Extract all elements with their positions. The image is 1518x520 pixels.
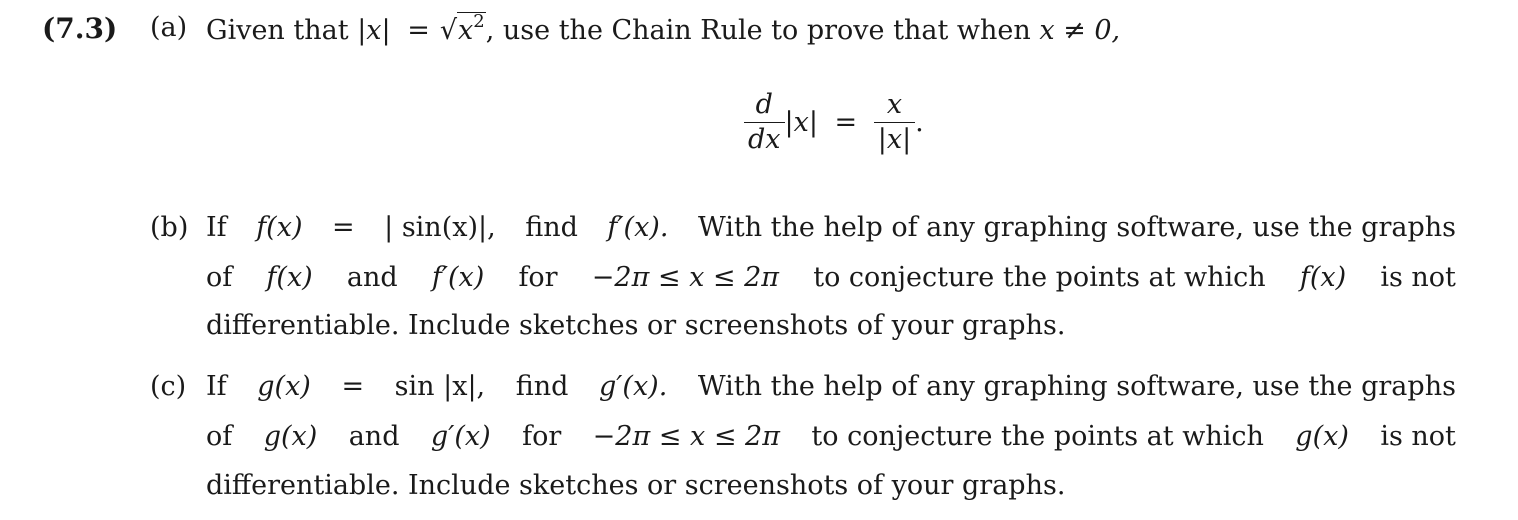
part-b-expression: | sin(x)|, [384, 212, 496, 243]
display-equals: = [834, 107, 858, 138]
part-a-text-after: , use the Chain Rule to prove that when [485, 15, 1031, 46]
part-c-of: of [206, 421, 233, 452]
part-b-equals: = [332, 212, 355, 243]
x-over-abs-x-fraction [874, 88, 915, 157]
part-c-derivative-ref: g′(x) [430, 421, 491, 452]
part-b-derivative: f′(x). [607, 212, 669, 243]
part-c-conjecture: to conjecture the points at which [811, 421, 1264, 452]
part-c-find: find [515, 371, 569, 402]
abs-x-denominator: |x| [874, 122, 915, 157]
dx-denominator: dx [744, 122, 785, 157]
part-b-line-1 [206, 212, 1456, 243]
x-squared-base: x [458, 15, 474, 46]
x-squared-exponent: 2 [473, 11, 485, 32]
d-numerator: d [755, 89, 773, 120]
sqrt-expression [438, 12, 486, 46]
part-c-line-1 [206, 371, 1456, 402]
display-equation [744, 88, 924, 157]
part-b-instruction: With the help of any graphing software, use the graphs [697, 212, 1456, 243]
part-b-func-ref-2: f(x) [1299, 262, 1347, 293]
d-dx-fraction [744, 88, 785, 157]
part-c-func-ref-2: g(x) [1295, 421, 1349, 452]
part-b-conjecture: to conjecture the points at which [813, 262, 1266, 293]
part-b-and: and [346, 262, 398, 293]
display-period: . [915, 107, 924, 138]
part-c-for: for [522, 421, 562, 452]
part-b-func: f(x) [256, 212, 303, 243]
display-abs-x: |x| [784, 107, 818, 138]
part-b-for: for [518, 262, 558, 293]
sqrt-sign: √ [439, 15, 458, 46]
part-c-func-ref: g(x) [263, 421, 318, 452]
part-c-func: g(x) [257, 371, 311, 402]
part-b-if: If [206, 212, 227, 243]
part-b-line-2 [206, 262, 1456, 293]
part-c-instruction: With the help of any graphing software, use the graphs [697, 371, 1456, 402]
part-a-abs-x: |x| [357, 15, 391, 46]
part-c-derivative: g′(x). [599, 371, 668, 402]
part-a-label: (a) [150, 12, 188, 43]
part-c-line-2 [206, 421, 1456, 452]
part-b-range: −2π ≤ x ≤ 2π [591, 262, 780, 293]
part-c-label: (c) [150, 371, 187, 402]
part-c-expression: sin |x|, [394, 371, 486, 402]
part-a-text-given: Given that [206, 15, 349, 46]
part-b-line-3: differentiable. Include sketches or screenshots of your graphs. [206, 310, 1066, 341]
part-c-is-not: is not [1380, 421, 1456, 452]
part-b-func-ref: f(x) [266, 262, 313, 293]
part-a-equals: = [407, 15, 430, 46]
part-c-range: −2π ≤ x ≤ 2π [592, 421, 780, 452]
part-c-if: If [206, 371, 227, 402]
x-numerator: x [886, 89, 903, 120]
part-b-of: of [206, 262, 233, 293]
part-a-statement [206, 12, 1120, 46]
part-b-is-not: is not [1380, 262, 1456, 293]
part-c-line-3: differentiable. Include sketches or screenshots of your graphs. [206, 470, 1066, 501]
part-a-condition: x ≠ 0, [1039, 15, 1121, 46]
part-c-equals: = [341, 371, 365, 402]
problem-number: (7.3) [42, 12, 118, 45]
part-b-find: find [525, 212, 578, 243]
part-c-and: and [348, 421, 400, 452]
part-b-derivative-ref: f′(x) [431, 262, 485, 293]
part-b-label: (b) [150, 212, 189, 243]
